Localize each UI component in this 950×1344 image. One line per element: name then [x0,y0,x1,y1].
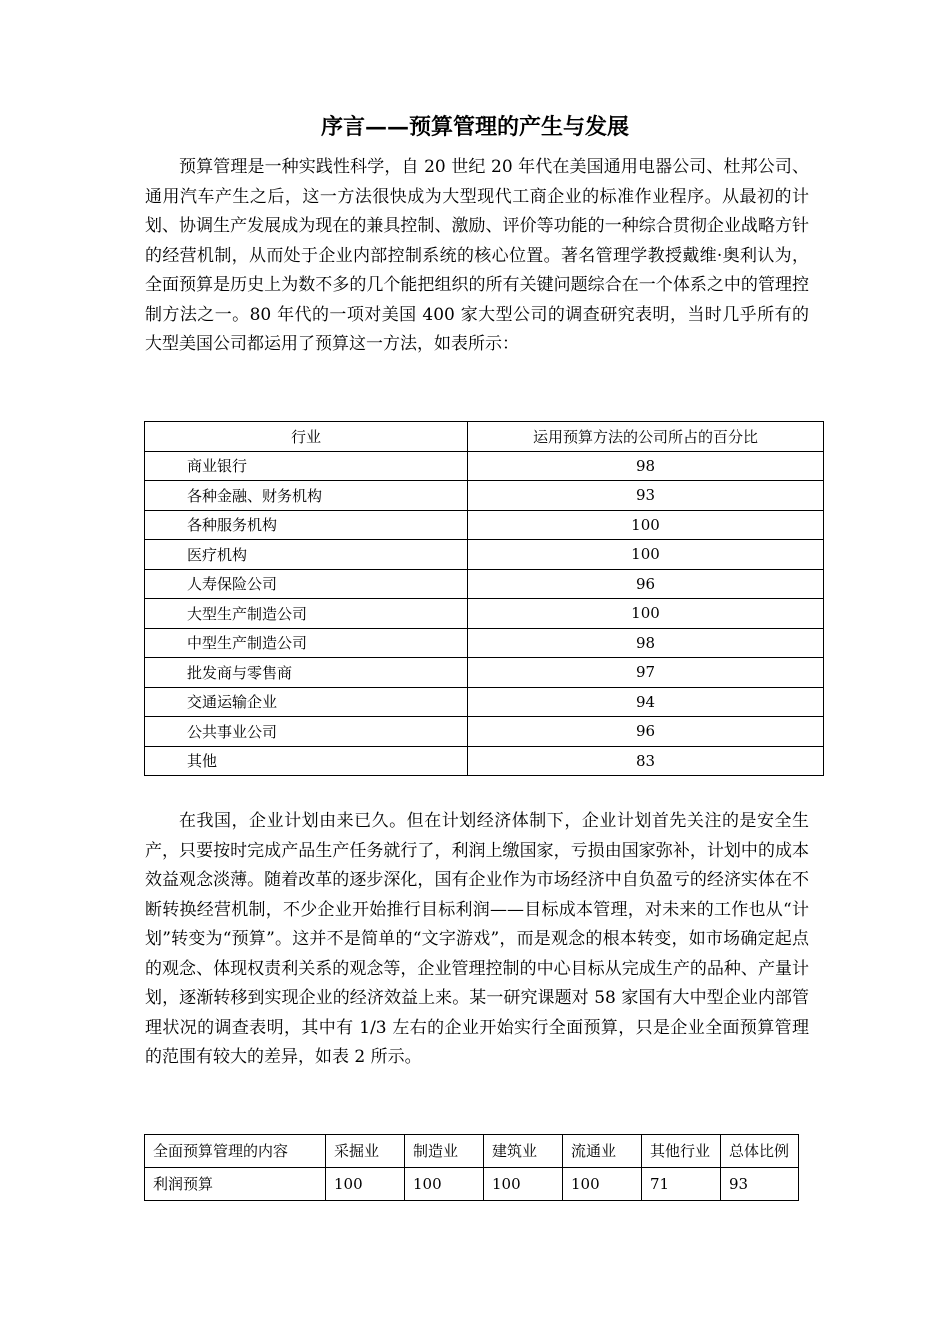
industry-cell: 各种服务机构 [145,510,468,540]
table-cell: 100 [326,1168,405,1201]
table-header-row [145,422,824,452]
table-cell: 71 [642,1168,721,1201]
industry-cell: 大型生产制造公司 [145,599,468,629]
table-row [145,481,824,511]
column-header-content: 全面预算管理的内容 [145,1135,326,1168]
table-header-row [145,1135,799,1168]
percent-cell: 98 [468,451,824,481]
column-header-percent: 运用预算方法的公司所占的百分比 [468,422,824,452]
table-row [145,717,824,747]
percent-cell: 100 [468,599,824,629]
percent-cell: 97 [468,658,824,688]
table-row [145,599,824,629]
industry-cell: 公共事业公司 [145,717,468,747]
industry-cell: 医疗机构 [145,540,468,570]
industry-cell: 交通运输企业 [145,687,468,717]
industry-cell: 各种金融、财务机构 [145,481,468,511]
percent-cell: 93 [468,481,824,511]
page-title: 序言——预算管理的产生与发展 [320,114,629,140]
industry-cell: 其他 [145,746,468,776]
table-row [145,658,824,688]
table-row [145,1168,799,1201]
column-header-distribution: 流通业 [563,1135,642,1168]
table-cell: 利润预算 [145,1168,326,1201]
percent-cell: 100 [468,540,824,570]
china-paragraph: 在我国，企业计划由来已久。但在计划经济体制下，企业计划首先关注的是安全生产，只要按时完成产品生产任务就行了，利润上缴国家，亏损由国家弥补，计划中的成本效益观念淡薄。随着改革的逐步深化，国有企业作为市场经济中自负盈亏的经济实体在不断转换经营机制，不少企业开始推行目标利润——目标成本管理，对未来的工作也从“计划”转变为“预算”。这并不是简单的“文字游戏”，而是观念的根本转变，如市场确定起点的观念、体现权责利关系的观念等，企业管理控制的中心目标从完成生产的品种、产量计划，逐渐转移到实现企业的经济效益上来。某一研究课题对 58 家国有大中型企业内部管理状况的调查表明，其中有 1/3 左右的企业开始实行全面预算，只是企业全面预算管理的范围有较大的差异，如表 2 所示。 [145,811,809,1067]
column-header-construction: 建筑业 [484,1135,563,1168]
table-row [145,569,824,599]
table-row [145,451,824,481]
percent-cell: 98 [468,628,824,658]
percent-cell: 83 [468,746,824,776]
column-header-overall: 总体比例 [721,1135,799,1168]
budget-scope-table [144,1134,799,1201]
table-row [145,687,824,717]
percent-cell: 100 [468,510,824,540]
industry-cell: 中型生产制造公司 [145,628,468,658]
table-row [145,746,824,776]
industry-cell: 商业银行 [145,451,468,481]
percent-cell: 94 [468,687,824,717]
percent-cell: 96 [468,717,824,747]
column-header-industry: 行业 [145,422,468,452]
column-header-manufacturing: 制造业 [405,1135,484,1168]
table-row [145,510,824,540]
intro-paragraph: 预算管理是一种实践性科学，自 20 世纪 20 年代在美国通用电器公司、杜邦公司、通用汽车产生之后，这一方法很快成为大型现代工商企业的标准作业程序。从最初的计划、协调生产发展成为现在的兼具控制、激励、评价等功能的一种综合贯彻企业战略方针的经营机制，从而处于企业内部控制系统的核心位置。著名管理学教授戴维·奥利认为，全面预算是历史上为数不多的几个能把组织的所有关键问题综合在一个体系之中的管理控制方法之一。80 年代的一项对美国 400 家大型公司的调查研究表明，当时几乎所有的大型美国公司都运用了预算这一方法，如表所示： [145,157,809,354]
industry-cell: 人寿保险公司 [145,569,468,599]
table-cell: 93 [721,1168,799,1201]
industry-cell: 批发商与零售商 [145,658,468,688]
percent-cell: 96 [468,569,824,599]
table-row [145,628,824,658]
column-header-mining: 采掘业 [326,1135,405,1168]
table-row [145,540,824,570]
table-cell: 100 [563,1168,642,1201]
column-header-other: 其他行业 [642,1135,721,1168]
budget-usage-table [144,421,824,776]
table-cell: 100 [484,1168,563,1201]
table-cell: 100 [405,1168,484,1201]
